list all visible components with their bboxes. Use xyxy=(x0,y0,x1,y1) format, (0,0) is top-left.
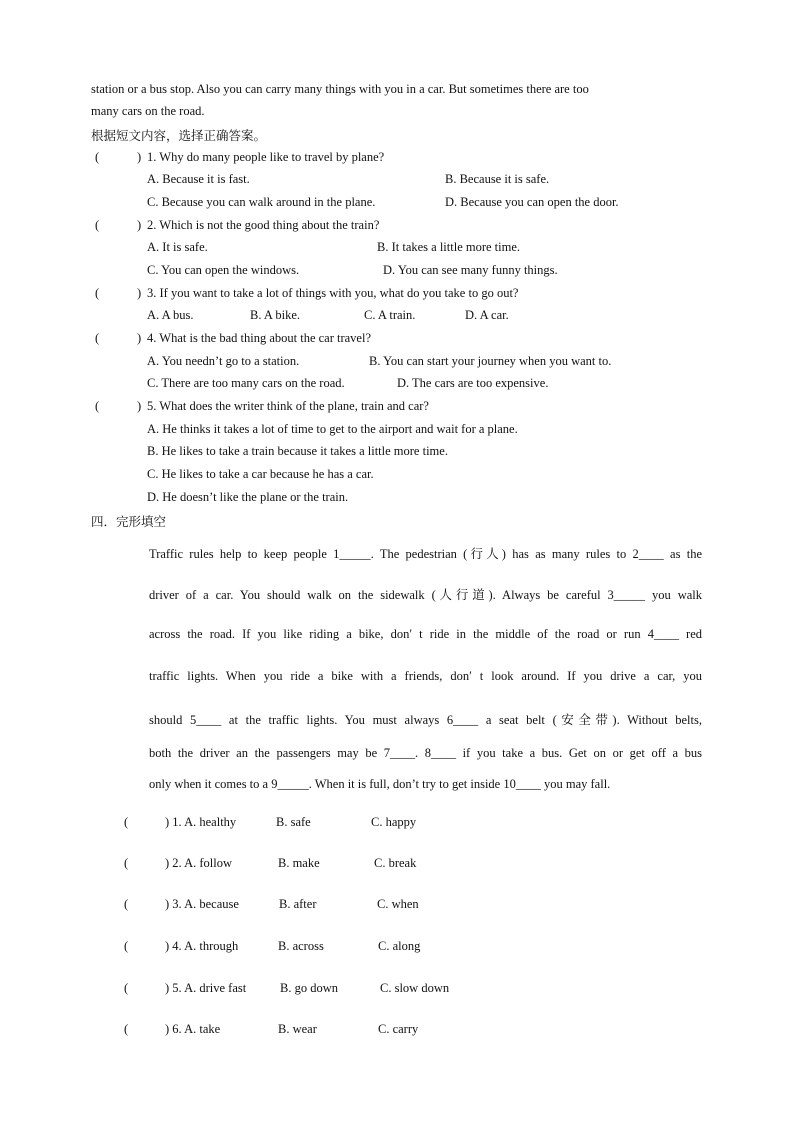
question-stem: 3. If you want to take a lot of things with you, what do you take to go out? xyxy=(147,286,519,300)
question-stem: 5. What does the writer think of the plane, train and car? xyxy=(147,399,429,413)
option-a: A. Because it is fast. xyxy=(147,172,250,186)
option-a: ) 6. A. take xyxy=(165,1022,221,1036)
option-b: B. He likes to take a train because it takes a little more time. xyxy=(147,444,448,458)
passage-line: driver of a car. You should walk on the sidewalk (人行道). Always be careful 3_____ you walk xyxy=(149,588,702,602)
option-b: B. after xyxy=(279,897,317,911)
answer-paren-close: ) xyxy=(137,218,142,232)
option-d: D. You can see many funny things. xyxy=(383,263,558,277)
passage-line: across the road. If you like riding a bike, don′ t ride in the middle of the road or run 4____ red xyxy=(149,627,702,641)
option-d: D. He doesn’t like the plane or the train. xyxy=(147,490,349,504)
question-stem: 1. Why do many people like to travel by plane? xyxy=(147,150,385,164)
option-c: C. break xyxy=(374,856,417,870)
option-c: C. happy xyxy=(371,815,417,829)
answer-paren-open: ( xyxy=(95,150,100,164)
option-d: D. A car. xyxy=(465,308,509,322)
option-d: D. The cars are too expensive. xyxy=(397,376,549,390)
option-b: B. make xyxy=(278,856,320,870)
option-c: C. You can open the windows. xyxy=(147,263,300,277)
option-c: C. There are too many cars on the road. xyxy=(147,376,345,390)
question-stem: 4. What is the bad thing about the car travel? xyxy=(147,331,371,345)
option-a: ) 5. A. drive fast xyxy=(165,981,247,995)
answer-paren-open: ( xyxy=(124,981,129,995)
answer-paren-open: ( xyxy=(124,856,129,870)
answer-paren-close: ) xyxy=(137,286,142,300)
reading-instruction: 根据短文内容，选择正确答案。 xyxy=(91,128,267,143)
answer-paren-close: ) xyxy=(137,399,142,413)
answer-paren-open: ( xyxy=(95,286,100,300)
option-a: ) 4. A. through xyxy=(165,939,239,953)
answer-paren-open: ( xyxy=(95,218,100,232)
intro-line-2: many cars on the road. xyxy=(91,104,205,118)
option-a: A. A bus. xyxy=(147,308,194,322)
option-d: D. Because you can open the door. xyxy=(445,195,619,209)
option-b: B. A bike. xyxy=(250,308,301,322)
option-b: B. safe xyxy=(276,815,311,829)
option-c: C. along xyxy=(378,939,421,953)
answer-paren-close: ) xyxy=(137,331,142,345)
answer-paren-open: ( xyxy=(124,1022,129,1036)
option-c: C. A train. xyxy=(364,308,416,322)
option-b: B. wear xyxy=(278,1022,317,1036)
option-a: ) 3. A. because xyxy=(165,897,239,911)
passage-line: should 5____ at the traffic lights. You must always 6____ a seat belt (安全带). Without belts, xyxy=(149,713,702,727)
cloze-heading: 四．完形填空 xyxy=(91,514,167,529)
question-stem: 2. Which is not the good thing about the train? xyxy=(147,218,380,232)
passage-line: traffic lights. When you ride a bike with a friends, don′ t look around. If you drive a car, you xyxy=(149,669,702,683)
option-b: B. across xyxy=(278,939,324,953)
option-a: A. You needn’t go to a station. xyxy=(147,354,300,368)
option-b: B. go down xyxy=(280,981,338,995)
option-c: C. slow down xyxy=(380,981,450,995)
option-a: A. He thinks it takes a lot of time to get to the airport and wait for a plane. xyxy=(147,422,518,436)
option-c: C. He likes to take a car because he has a car. xyxy=(147,467,374,481)
answer-paren-open: ( xyxy=(124,939,129,953)
answer-paren-open: ( xyxy=(124,815,129,829)
answer-paren-open: ( xyxy=(124,897,129,911)
intro-line-1: station or a bus stop. Also you can carry many things with you in a car. But sometimes there are too xyxy=(91,82,589,96)
option-b: B. You can start your journey when you want to. xyxy=(369,354,612,368)
answer-paren-close: ) xyxy=(137,150,142,164)
option-a: ) 2. A. follow xyxy=(165,856,233,870)
answer-paren-open: ( xyxy=(95,399,100,413)
option-c: C. when xyxy=(377,897,419,911)
passage-line: both the driver an the passengers may be 7____. 8____ if you take a bus. Get on or get off a bus xyxy=(149,746,702,760)
option-a: ) 1. A. healthy xyxy=(165,815,237,829)
option-c: C. carry xyxy=(378,1022,419,1036)
option-a: A. It is safe. xyxy=(147,240,208,254)
option-b: B. It takes a little more time. xyxy=(377,240,521,254)
passage-line: only when it comes to a 9_____. When it is full, don’t try to get inside 10____ you may fall. xyxy=(149,777,611,791)
option-c: C. Because you can walk around in the plane. xyxy=(147,195,376,209)
passage-line: Traffic rules help to keep people 1_____. The pedestrian (行人) has as many rules to 2____ as the xyxy=(149,547,702,561)
answer-paren-open: ( xyxy=(95,331,100,345)
option-b: B. Because it is safe. xyxy=(445,172,550,186)
